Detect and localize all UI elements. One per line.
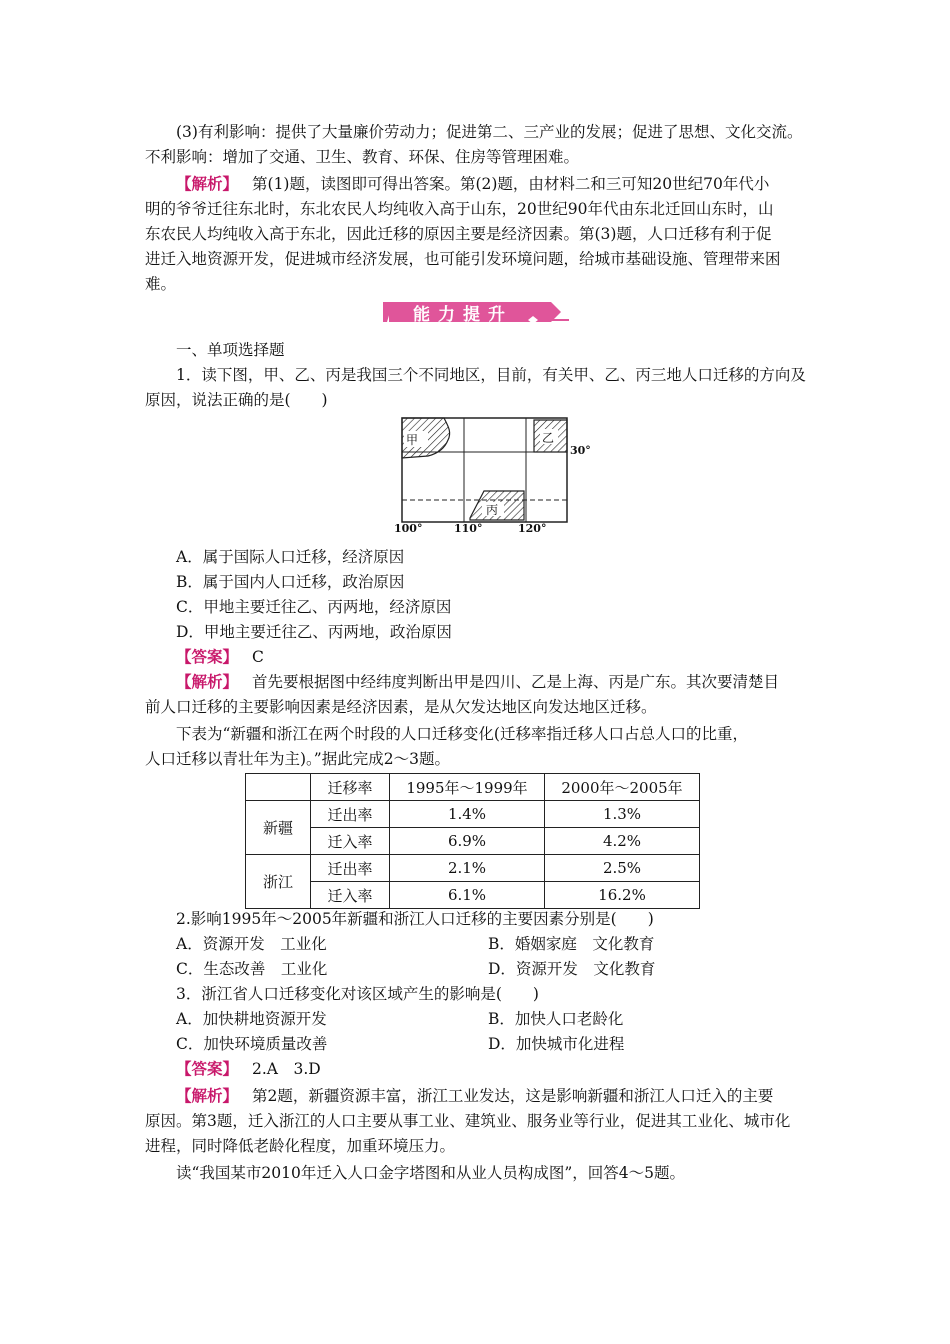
intro-23-line-2: 人口迁移以青壮年为主)。”据此完成2～3题。 bbox=[145, 750, 450, 768]
analysis-text: 首先要根据图中经纬度判断出甲是四川、乙是上海、丙是广东。其次要清楚目 bbox=[252, 673, 780, 691]
section-banner bbox=[383, 299, 569, 325]
q1-stem-line-1: 1．读下图，甲、乙、丙是我国三个不同地区，目前，有关甲、乙、丙三地人口迁移的方向及 bbox=[176, 366, 806, 384]
label-jia: 甲 bbox=[406, 433, 419, 447]
banner-title: 能力提升 bbox=[413, 305, 513, 325]
answer-3-line-2: 不利影响：增加了交通、卫生、教育、环保、住房等管理困难。 bbox=[145, 148, 580, 166]
q2-option-a: A．资源开发 工业化 bbox=[176, 935, 327, 953]
analysis-line-2: 明的爷爷迁往东北时，东北农民人均纯收入高于山东，20世纪90年代由东北迁回山东时，山 bbox=[145, 200, 774, 218]
table-header-row bbox=[246, 774, 700, 801]
analysis-tag: 【解析】 bbox=[176, 672, 239, 691]
answer-text: C bbox=[252, 648, 264, 666]
answer-3-line-1: (3)有利影响：提供了大量廉价劳动力；促进第二、三产业的发展；促进了思想、文化交流。 bbox=[176, 123, 803, 141]
table-row bbox=[246, 855, 700, 882]
q1-analysis-line-1 bbox=[176, 671, 779, 693]
analysis-text: 第(1)题，读图即可得出答案。第(2)题，由材料二和三可知20世纪70年代小 bbox=[252, 175, 770, 193]
q1-option-b: B．属于国内人口迁移，政治原因 bbox=[176, 573, 405, 591]
q3-option-a: A．加快耕地资源开发 bbox=[176, 1010, 327, 1028]
table-cell: 16.2% bbox=[545, 882, 700, 909]
table-corner bbox=[246, 774, 311, 801]
table-region-cell: 新疆 bbox=[246, 801, 311, 855]
table-cell: 迁入率 bbox=[311, 828, 390, 855]
q1-option-a: A．属于国际人口迁移，经济原因 bbox=[176, 548, 405, 566]
table-cell: 1.3% bbox=[545, 801, 700, 828]
table-header-cell: 1995年～1999年 bbox=[390, 774, 545, 801]
table-cell: 2.1% bbox=[390, 855, 545, 882]
answer-tag: 【答案】 bbox=[176, 647, 239, 666]
label-yi: 乙 bbox=[542, 431, 555, 445]
q3-option-b: B．加快人口老龄化 bbox=[488, 1010, 624, 1028]
ans23-answer bbox=[176, 1058, 321, 1080]
q2-option-d: D．资源开发 文化教育 bbox=[488, 960, 656, 978]
analysis-tag: 【解析】 bbox=[176, 1086, 239, 1105]
table-row bbox=[246, 828, 700, 855]
label-lon-120: 120° bbox=[518, 522, 547, 535]
table-cell: 6.9% bbox=[390, 828, 545, 855]
intro-45: 读“我国某市2010年迁入人口金字塔图和从业人员构成图”，回答4～5题。 bbox=[176, 1164, 686, 1182]
q1-option-c: C．甲地主要迁往乙、丙两地，经济原因 bbox=[176, 598, 452, 616]
table-cell: 迁出率 bbox=[311, 855, 390, 882]
table-row bbox=[246, 801, 700, 828]
table-cell: 迁入率 bbox=[311, 882, 390, 909]
q1-stem-line-2: 原因，说法正确的是( ) bbox=[145, 391, 328, 409]
table-header-cell: 2000年～2005年 bbox=[545, 774, 700, 801]
table-cell: 4.2% bbox=[545, 828, 700, 855]
answer-tag: 【答案】 bbox=[176, 1059, 239, 1078]
q3-stem: 3．浙江省人口迁移变化对该区域产生的影响是( ) bbox=[176, 985, 539, 1003]
part-heading: 一、单项选择题 bbox=[176, 341, 285, 359]
table-cell: 1.4% bbox=[390, 801, 545, 828]
table-cell: 6.1% bbox=[390, 882, 545, 909]
ans23-analysis-line-2: 原因。第3题，迁入浙江的人口主要从事工业、建筑业、服务业等行业，促进其工业化、城市化 bbox=[145, 1112, 791, 1130]
q1-answer bbox=[176, 646, 264, 668]
table-cell: 2.5% bbox=[545, 855, 700, 882]
q1-option-d: D．甲地主要迁往乙、丙两地，政治原因 bbox=[176, 623, 452, 641]
label-lon-110: 110° bbox=[454, 522, 483, 535]
q2-option-b: B．婚姻家庭 文化教育 bbox=[488, 935, 655, 953]
q1-analysis-line-2: 前人口迁移的主要影响因素是经济因素，是从欠发达地区向发达地区迁移。 bbox=[145, 698, 657, 716]
analysis-line-4: 进迁入地资源开发，促进城市经济发展，也可能引发环境问题，给城市基础设施、管理带来困 bbox=[145, 250, 781, 268]
label-lat-30: 30° bbox=[570, 444, 591, 457]
intro-23-line-1: 下表为“新疆和浙江在两个时段的人口迁移变化(迁移率指迁移人口占总人口的比重， bbox=[176, 725, 748, 743]
label-bing: 丙 bbox=[486, 503, 499, 517]
analysis-line-3: 东农民人均纯收入高于东北，因此迁移的原因主要是经济因素。第(3)题，人口迁移有利于促 bbox=[145, 225, 772, 243]
label-lon-100: 100° bbox=[394, 522, 423, 535]
q2-stem: 2.影响1995年～2005年新疆和浙江人口迁移的主要因素分别是( ) bbox=[176, 910, 654, 928]
ans23-analysis-line-3: 进程，同时降低老龄化程度，加重环境压力。 bbox=[145, 1137, 456, 1155]
region-map bbox=[392, 412, 592, 540]
analysis-line-1 bbox=[176, 173, 769, 195]
table-header-cell: 迁移率 bbox=[311, 774, 390, 801]
analysis-line-5: 难。 bbox=[145, 275, 177, 293]
table-row bbox=[246, 882, 700, 909]
table-cell: 迁出率 bbox=[311, 801, 390, 828]
analysis-tag: 【解析】 bbox=[176, 174, 239, 193]
q3-option-d: D．加快城市化进程 bbox=[488, 1035, 625, 1053]
analysis-text: 第2题，新疆资源丰富，浙江工业发达，这是影响新疆和浙江人口迁入的主要 bbox=[252, 1087, 774, 1105]
q2-option-c: C．生态改善 工业化 bbox=[176, 960, 328, 978]
table-region-cell: 浙江 bbox=[246, 855, 311, 909]
q3-option-c: C．加快环境质量改善 bbox=[176, 1035, 328, 1053]
migration-table bbox=[245, 773, 700, 909]
ans23-analysis-line-1 bbox=[176, 1085, 773, 1107]
answer-text: 2.A 3.D bbox=[252, 1060, 321, 1078]
